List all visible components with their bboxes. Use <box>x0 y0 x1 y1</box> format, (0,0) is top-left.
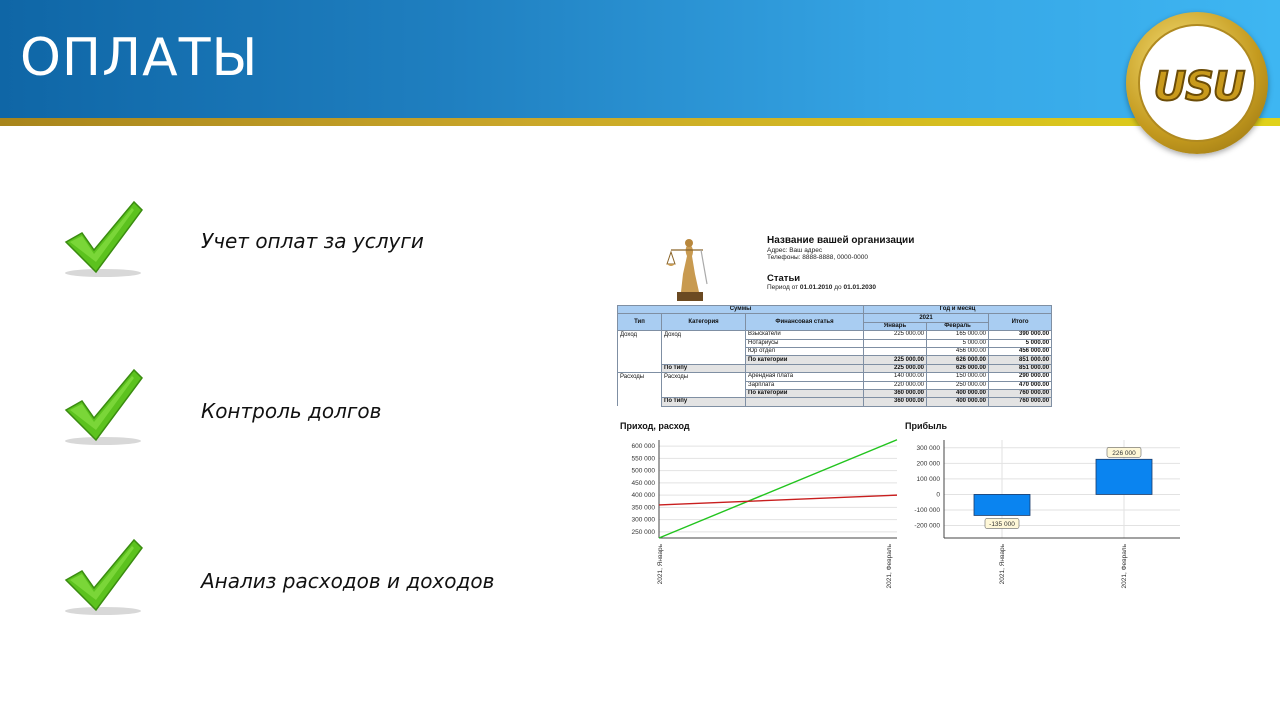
cell-category <box>662 389 746 397</box>
cell-feb: 250 000.00 <box>927 381 989 389</box>
cell-jan <box>864 347 927 355</box>
usu-logo <box>1126 12 1268 154</box>
cell-total: 851 000.00 <box>989 356 1052 364</box>
checkmark-icon <box>58 368 148 448</box>
header-sums: Суммы <box>618 306 864 314</box>
x-tick-label: 2021, Январь <box>657 544 664 585</box>
data-label: -135 000 <box>989 520 1015 528</box>
series-line-0 <box>659 440 897 538</box>
cell-type <box>618 398 662 406</box>
header-total: Итого <box>989 314 1052 331</box>
x-tick-label: 2021, Февраль <box>886 544 893 589</box>
y-tick-label: 100 000 <box>916 475 940 483</box>
header-fin-item: Финансовая статья <box>746 314 864 331</box>
cell-feb: 165 000.00 <box>927 331 989 339</box>
y-tick-label: 200 000 <box>916 460 940 468</box>
header-type: Тип <box>618 314 662 331</box>
bullet-debts: Контроль долгов <box>201 399 382 423</box>
y-tick-label: -100 000 <box>914 507 940 514</box>
cell-feb: 400 000.00 <box>927 389 989 397</box>
cell-feb: 456 000.00 <box>927 347 989 355</box>
x-tick-label: 2021, Февраль <box>1121 544 1128 589</box>
header-gold-stripe <box>0 118 1280 126</box>
cell-category: По типу <box>662 364 746 372</box>
table-row <box>618 339 1052 347</box>
cell-category <box>662 339 746 347</box>
cell-item: По категории <box>746 389 864 397</box>
cell-category: Расходы <box>662 373 746 381</box>
header-category: Категория <box>662 314 746 331</box>
y-tick-label: 300 000 <box>916 444 940 452</box>
y-tick-label: 450 000 <box>631 479 655 487</box>
cell-jan: 225 000.00 <box>864 356 927 364</box>
table-row <box>618 331 1052 339</box>
cell-total: 456 000.00 <box>989 347 1052 355</box>
table-row <box>618 347 1052 355</box>
logo-text: USU <box>1153 64 1245 110</box>
x-tick-label: 2021, Январь <box>999 544 1006 585</box>
cell-item: Взыскатели <box>746 331 864 339</box>
profit-chart <box>902 434 1187 594</box>
cell-item <box>746 398 864 406</box>
cell-total: 760 000.00 <box>989 398 1052 406</box>
y-tick-label: 400 000 <box>631 492 655 500</box>
cell-item: По категории <box>746 356 864 364</box>
cell-feb: 150 000.00 <box>927 373 989 381</box>
cell-total: 851 000.00 <box>989 364 1052 372</box>
cell-category: По типу <box>662 398 746 406</box>
justice-statue-icon <box>665 234 713 302</box>
cell-category <box>662 356 746 364</box>
series-line-1 <box>659 495 897 505</box>
cell-category <box>662 347 746 355</box>
y-tick-label: 350 000 <box>631 504 655 512</box>
cell-jan: 225 000.00 <box>864 331 927 339</box>
cell-total: 470 000.00 <box>989 381 1052 389</box>
cell-type <box>618 381 662 389</box>
cell-item <box>746 364 864 372</box>
header-jan: Январь <box>864 322 927 330</box>
bullet-analysis: Анализ расходов и доходов <box>201 569 495 593</box>
chart-income-expense-title: Приход, расход <box>620 421 690 431</box>
header-feb: Февраль <box>927 322 989 330</box>
income-expense-chart <box>617 434 902 594</box>
cell-feb: 400 000.00 <box>927 398 989 406</box>
y-tick-label: 250 000 <box>631 528 655 536</box>
cell-item: Нотариусы <box>746 339 864 347</box>
cell-total: 5 000.00 <box>989 339 1052 347</box>
cell-feb: 626 000.00 <box>927 364 989 372</box>
checkmark-icon <box>58 538 148 618</box>
cell-jan: 220 000.00 <box>864 381 927 389</box>
report-section-title: Статьи <box>767 273 801 284</box>
org-phones: Телефоны: 8888-8888, 0000-0000 <box>767 254 869 261</box>
cell-total: 760 000.00 <box>989 389 1052 397</box>
y-tick-label: 300 000 <box>631 516 655 524</box>
table-row <box>618 381 1052 389</box>
cell-item: Юр отдел <box>746 347 864 355</box>
cell-jan: 360 000.00 <box>864 389 927 397</box>
table-row <box>618 389 1052 397</box>
cell-category <box>662 381 746 389</box>
org-address: Адрес: Ваш адрес <box>767 247 823 254</box>
slide-title: ОПЛАТЫ <box>20 28 259 88</box>
data-label: 226 000 <box>1112 449 1136 457</box>
header-year-month: Год и месяц <box>864 306 1052 314</box>
cell-jan: 360 000.00 <box>864 398 927 406</box>
table-row <box>618 356 1052 364</box>
cell-jan: 225 000.00 <box>864 364 927 372</box>
cell-type <box>618 339 662 347</box>
checkmark-icon <box>58 200 148 280</box>
finance-report <box>617 228 1051 418</box>
org-name: Название вашей организации <box>767 235 915 246</box>
bar <box>1096 459 1152 494</box>
table-row <box>618 373 1052 381</box>
y-tick-label: 550 000 <box>631 455 655 463</box>
bar <box>974 494 1030 515</box>
bullet-payments: Учет оплат за услуги <box>201 229 424 253</box>
cell-type <box>618 347 662 355</box>
cell-feb: 5 000.00 <box>927 339 989 347</box>
y-tick-label: 600 000 <box>631 443 655 451</box>
report-table <box>617 305 1052 407</box>
cell-type <box>618 356 662 364</box>
cell-category: Доход <box>662 331 746 339</box>
cell-type: Доход <box>618 331 662 339</box>
y-tick-label: -200 000 <box>914 522 940 530</box>
y-tick-label: 0 <box>936 491 940 499</box>
cell-item: Арендная плата <box>746 373 864 381</box>
cell-type <box>618 364 662 372</box>
cell-type: Расходы <box>618 373 662 381</box>
cell-item: Зарплата <box>746 381 864 389</box>
cell-type <box>618 389 662 397</box>
cell-total: 390 000.00 <box>989 331 1052 339</box>
cell-total: 290 000.00 <box>989 373 1052 381</box>
header-year: 2021 <box>864 314 989 322</box>
cell-jan <box>864 339 927 347</box>
table-row <box>618 398 1052 406</box>
cell-feb: 626 000.00 <box>927 356 989 364</box>
chart-profit-title: Прибыль <box>905 421 947 431</box>
table-row <box>618 364 1052 372</box>
y-tick-label: 500 000 <box>631 467 655 475</box>
cell-jan: 140 000.00 <box>864 373 927 381</box>
report-period: Период от 01.01.2010 до 01.01.2030 <box>767 284 877 291</box>
